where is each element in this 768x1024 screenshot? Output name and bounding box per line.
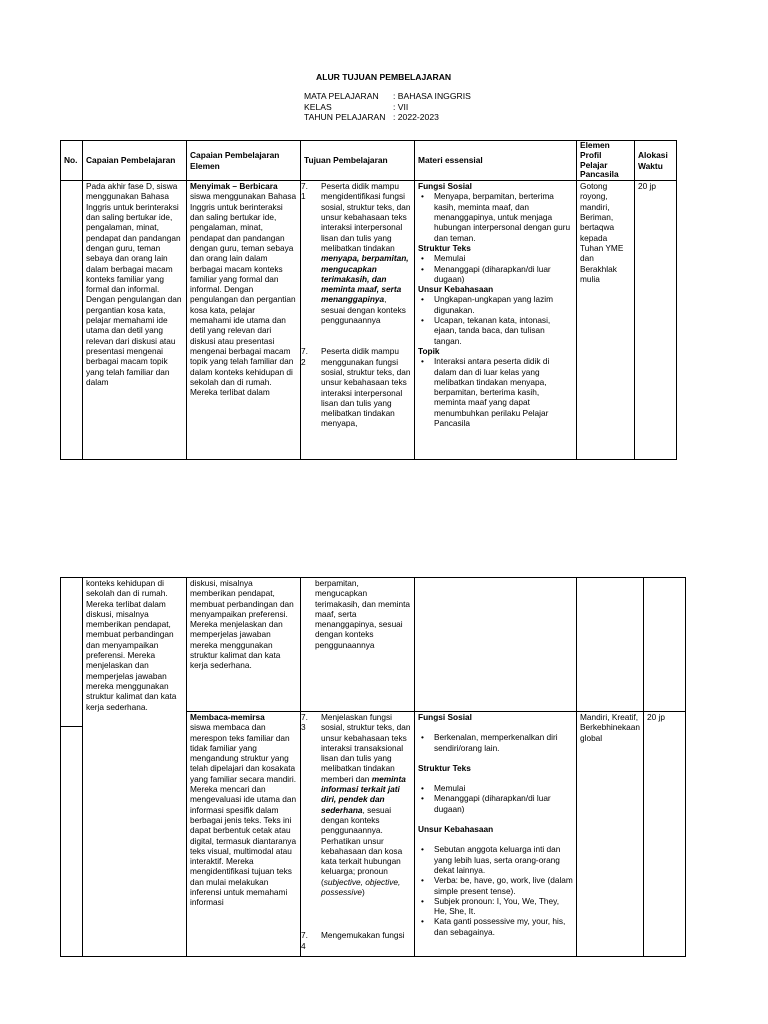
list-item: • Verba: be, have, go, work, live (dalam simple present tense). [434,875,573,896]
cell-alokasi: 20 jp [635,181,677,460]
objective-text-a: Menjelaskan fungsi sosial, struktur teks, dan unsur kebahasaan teks interaksi transaksional lisan dan tulis yang melibatkan tindakan memberi dan [321,712,411,784]
materi-fungsi-sosial-list [418,191,573,242]
list-item: • Ucapan, tekanan kata, intonasi, ejaan, tanda baca, dan tulisan tangan. [434,315,573,346]
elemen-text: siswa menggunakan Bahasa Inggris untuk berinteraksi dan saling bertukar ide, pengalaman, minat, pendapat dan pandangan dengan guru, teman sebaya dan orang lain dalam berbagai macam konteks familiar yang formal dan informal. Dengan pengulangan dan pergantian kosa kata, pelajar memahami ide utama dan detil yang relevan dari diskusi atau presentasi mengenai berbagai macam topik yang telah familiar dan dalam konteks kehidupan di sekolah dan di rumah. Mereka terlibat dalam [190,191,297,398]
header-no: No. [61,141,83,181]
meta-label: MATA PELAJARAN [304,91,379,101]
list-item: • Berkenalan, memperkenalkan diri sendiri/orang lain. [434,732,573,753]
document-title: ALUR TUJUAN PEMBELAJARAN [316,72,452,82]
header-capaian: Capaian Pembelajaran [83,141,187,181]
materi-unsur-kebahasaan-list [418,294,573,345]
materi-struktur-teks-title: Struktur Teks [418,762,471,773]
cell-no [61,578,83,957]
list-item: • Subjek pronoun: I, You, We, They, He, She, It. [434,896,573,917]
materi-unsur-kebahasaan-list [418,844,573,937]
cell-materi [415,578,577,712]
materi-topik-list [418,356,573,428]
list-item: • Interaksi antara peserta didik di dalam dan di luar kelas yang melibatkan tindakan menyapa, berpamitan, berterima kasih, meminta maaf yang dapat menumbuhkan perilaku Pelajar Pancasila [434,356,573,428]
materi-fungsi-sosial-list [418,732,573,753]
learning-objectives-table-page-1 [60,140,677,460]
objective-text-a: Peserta didik mampu mengidentifikasi fungsi sosial, struktur teks, dan unsur kebahasaan teks interaksi interpersonal lisan dan tulis yang melibatkan tindakan [321,181,411,253]
table-row [61,578,686,712]
cell-profil [577,578,644,712]
objective-7-4 [301,930,411,951]
meta-label: KELAS [304,101,332,112]
list-item: • Menanggapi (diharapkan/di luar dugaan) [434,264,573,285]
materi-struktur-teks-list [418,783,573,814]
materi-topik-title: Topik [418,345,440,356]
materi-unsur-kebahasaan-title: Unsur Kebahasaan [418,824,494,835]
objective-text: Peserta didik mampu menggunakan fungsi sosial, struktur teks, dan unsur kebahasaan teks interaksi interpersonal lisan dan tulis yang melibatkan tindakan menyapa, [321,346,411,429]
objective-number: 7.2 [301,346,308,367]
objective-text: Mengemukakan fungsi [321,930,405,941]
list-item: • Memulai [434,253,573,263]
cell-tujuan [301,181,415,460]
objective-text [312,712,411,897]
list-item: • Kata ganti possessive my, your, his, dan sebagainya. [434,916,573,937]
materi-struktur-teks-list [418,253,573,284]
objective-7-2 [301,346,411,429]
cell-materi [415,712,577,957]
cell-tujuan [301,712,415,957]
meta-value: : 2022-2023 [393,112,439,123]
list-item: • Memulai [434,783,573,793]
elemen-text: siswa membaca dan merespon teks familiar dan tidak familiar yang mengandung struktur yang telah dipelajari dan kosakata yang familiar secara mandiri. Mereka mencari dan mengevaluasi ide utama dan informasi spesifik dalam berbagai jenis teks. Teks ini dapat berbentuk cetak atau digital, termasuk diantaranya teks visual, multimodal atau interaktif. Mereka mengidentifikasi tujuan teks dan mulai melakukan inferensi untuk memahami informasi [190,722,297,908]
objective-number: 7.1 [301,181,308,202]
objective-text-c: , sesuai dengan konteks penggunaannya [321,294,406,326]
objective-7-1 [301,181,411,326]
cell-tujuan [301,578,415,712]
objective-number: 7.3 [301,712,308,733]
objective-text-e: ) [362,887,365,898]
objective-7-3 [301,712,411,898]
elemen-title: Menyimak – Berbicara [190,181,278,192]
objective-text-emphasis: meminta informasi terkait jati diri, pendek dan sederhana [321,773,406,815]
header-tujuan: Tujuan Pembelajaran [301,141,415,181]
materi-struktur-teks-title: Struktur Teks [418,242,471,253]
objective-text-emphasis: menyapa, berpamitan, mengucapkan terimakasih, dan meminta maaf, serta menanggapinya [321,253,409,305]
elemen-title: Membaca-memirsa [190,712,265,722]
cell-no [61,181,83,460]
cell-profil: Mandiri, Kreatif, Berkebhinekaan global [577,712,644,957]
meta-row-subject [304,91,471,102]
list-item: • Ungkapan-ungkapan yang lazim digunakan. [434,294,573,315]
meta-value: : VII [393,101,409,112]
materi-fungsi-sosial-title: Fungsi Sosial [418,712,472,722]
document-meta [304,91,471,123]
header-alokasi: Alokasi Waktu [635,141,677,181]
cell-alokasi: 20 jp [643,712,685,957]
header-profil: Elemen Profil Pelajar Pancasila [577,141,635,181]
table-header-row [61,141,677,181]
objective-text-c: , sesuai dengan konteks penggunaannya. Perhatikan unsur kebahasaan dan kosa kata terkait hubungan keluarga; pronoun ( [321,804,403,887]
objective-text-italic: subjective, objective, possessive [321,876,401,898]
materi-fungsi-sosial-title: Fungsi Sosial [418,181,472,192]
list-item: • Menyapa, berpamitan, berterima kasih, meminta maaf, dan menanggapinya, untuk menjaga hubungan interpersonal dengan guru dan teman. [434,191,573,242]
cell-capaian: Pada akhir fase D, siswa menggunakan Bahasa Inggris untuk berinteraksi dan saling bertukar ide, pengalaman, minat, pendapat dan pandangan dengan guru, teman sebaya dan orang lain dalam berbagai macam konteks familiar yang formal dan informal. Dengan pengulangan dan pergantian kosa kata, pelajar memahami ide utama dan detil yang relevan dari diskusi atau presentasi mengenai berbagai macam topik yang telah familiar dan dalam [83,181,187,460]
meta-row-year [304,112,471,123]
cell-alokasi [643,578,685,712]
meta-row-class [304,102,471,113]
header-materi: Materi essensial [415,141,577,181]
objective-number: 7.4 [301,930,308,951]
cell-profil: Gotong royong, mandiri, Beriman, bertaqwa kepada Tuhan YME dan Berakhlak mulia [577,181,635,460]
meta-value: : BAHASA INGGRIS [393,91,471,101]
list-item: • Menanggapi (diharapkan/di luar dugaan) [434,793,573,814]
materi-unsur-kebahasaan-title: Unsur Kebahasaan [418,284,494,295]
objective-continuation: berpamitan, mengucapkan terimakasih, dan meminta maaf, serta menanggapinya, sesuai dengan konteks penggunaannya [315,578,410,650]
table-row [61,181,677,460]
list-item: • Sebutan anggota keluarga inti dan yang lebih luas, serta orang-orang dekat lainnya. [434,844,573,875]
header-capaian-elemen: Capaian Pembelajaran Elemen [187,141,301,181]
cell-elemen [187,181,301,460]
cell-elemen [187,712,301,957]
objective-text [312,181,411,325]
learning-objectives-table-page-2 [60,577,686,957]
cell-capaian: konteks kehidupan di sekolah dan di rumah. Mereka terlibat dalam diskusi, misalnya memberikan pendapat, membuat perbandingan dan menyampaikan preferensi. Mereka menjelaskan dan memperjelas jawaban mereka menggunakan struktur kalimat dan kata kerja sederhana. [83,578,187,957]
cell-materi [415,181,577,460]
meta-label: TAHUN PELAJARAN [304,112,386,123]
cell-elemen: diskusi, misalnya memberikan pendapat, membuat perbandingan dan menyampaikan preferensi. Mereka menjelaskan dan memperjelas jawaban mereka menggunakan struktur kalimat dan kata kerja sederhana. [187,578,301,712]
